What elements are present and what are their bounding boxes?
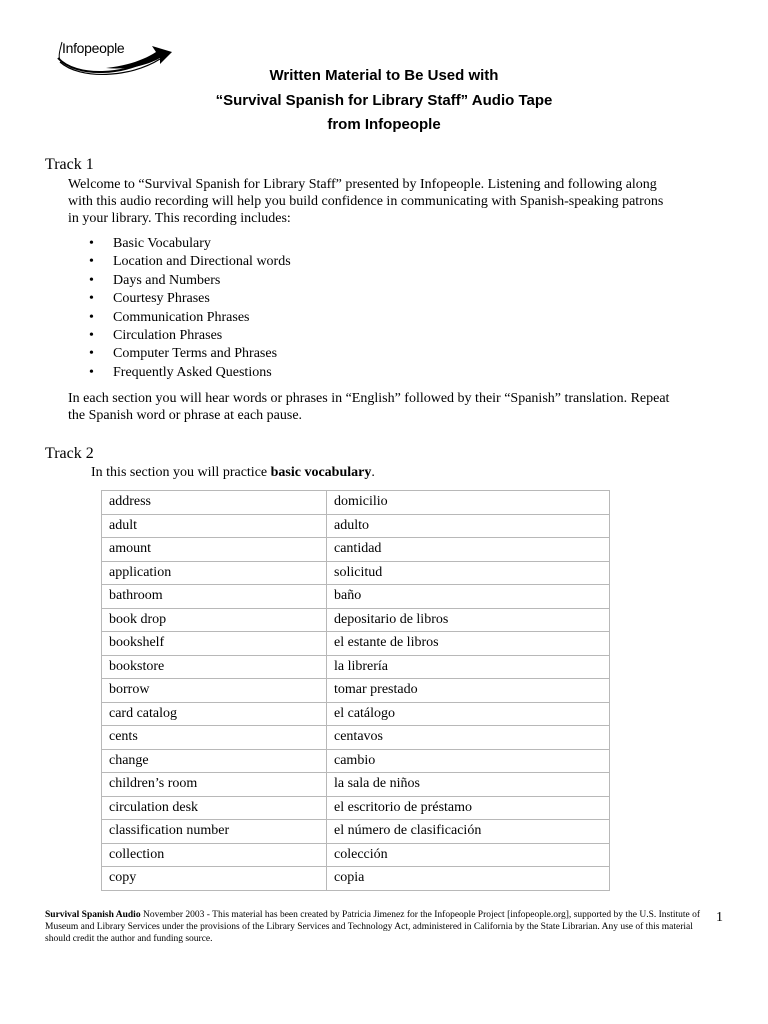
list-item bbox=[89, 235, 291, 253]
spanish-term: copia bbox=[327, 867, 610, 891]
table-row bbox=[102, 632, 610, 656]
list-item-label: Location and Directional words bbox=[113, 254, 291, 270]
bullet-icon: • bbox=[89, 291, 94, 307]
table-row bbox=[102, 702, 610, 726]
table-row bbox=[102, 867, 610, 891]
table-row bbox=[102, 491, 610, 515]
spanish-term: adulto bbox=[327, 514, 610, 538]
track-1-intro bbox=[68, 176, 748, 227]
spanish-term: el número de clasificación bbox=[327, 820, 610, 844]
bullet-icon: • bbox=[89, 272, 94, 288]
spanish-term: la sala de niños bbox=[327, 773, 610, 797]
spanish-term: tomar prestado bbox=[327, 679, 610, 703]
table-row bbox=[102, 538, 610, 562]
bullet-icon: • bbox=[89, 346, 94, 362]
document-title bbox=[0, 64, 768, 138]
table-row bbox=[102, 514, 610, 538]
english-term: classification number bbox=[102, 820, 327, 844]
bullet-icon: • bbox=[89, 309, 94, 325]
track-1-heading: Track 1 bbox=[45, 156, 94, 173]
footer-text: November 2003 - This material has been created by Patricia Jimenez for the Infopeople Project [infopeople.org], supported by the U.S. Institute of Museum and Library Services under the provisions of the Library Services and Technology Act, administered in California by the State Librarian. Any use of this material should credit the author and funding source. bbox=[45, 910, 701, 944]
english-term: children’s room bbox=[102, 773, 327, 797]
spanish-term: la librería bbox=[327, 655, 610, 679]
instruction-line: the Spanish word or phrase at each pause. bbox=[68, 408, 303, 423]
list-item-label: Computer Terms and Phrases bbox=[113, 346, 278, 362]
table-row bbox=[102, 749, 610, 773]
track-2-intro bbox=[91, 464, 375, 481]
intro-bold: basic vocabulary bbox=[270, 465, 372, 480]
english-term: borrow bbox=[102, 679, 327, 703]
table-row bbox=[102, 726, 610, 750]
instruction-line: In each section you will hear words or phrases in “English” followed by their “Spanish” translation. Repeat bbox=[68, 391, 670, 406]
spanish-term: el catálogo bbox=[327, 702, 610, 726]
table-row bbox=[102, 773, 610, 797]
spanish-term: cambio bbox=[327, 749, 610, 773]
list-item bbox=[89, 290, 291, 308]
list-item bbox=[89, 272, 291, 290]
logo-text: Infopeople bbox=[62, 40, 125, 56]
list-item-label: Days and Numbers bbox=[113, 272, 221, 288]
vocabulary-table bbox=[101, 490, 610, 891]
intro-line: in your library. This recording includes: bbox=[68, 211, 291, 226]
list-item-label: Circulation Phrases bbox=[113, 327, 223, 343]
intro-suffix: . bbox=[371, 465, 375, 480]
list-item bbox=[89, 364, 291, 382]
english-term: adult bbox=[102, 514, 327, 538]
english-term: collection bbox=[102, 843, 327, 867]
spanish-term: centavos bbox=[327, 726, 610, 750]
spanish-term: colección bbox=[327, 843, 610, 867]
intro-prefix: In this section you will practice bbox=[91, 465, 271, 480]
page-footer bbox=[45, 909, 705, 945]
english-term: circulation desk bbox=[102, 796, 327, 820]
bullet-icon: • bbox=[89, 254, 94, 270]
english-term: book drop bbox=[102, 608, 327, 632]
title-line-3: from Infopeople bbox=[327, 116, 441, 133]
footer-title: Survival Spanish Audio bbox=[45, 910, 141, 920]
table-row bbox=[102, 608, 610, 632]
english-term: copy bbox=[102, 867, 327, 891]
table-row bbox=[102, 820, 610, 844]
spanish-term: depositario de libros bbox=[327, 608, 610, 632]
page-number: 1 bbox=[716, 910, 723, 925]
table-row bbox=[102, 679, 610, 703]
list-item bbox=[89, 345, 291, 363]
spanish-term: solicitud bbox=[327, 561, 610, 585]
english-term: bookstore bbox=[102, 655, 327, 679]
english-term: cents bbox=[102, 726, 327, 750]
english-term: application bbox=[102, 561, 327, 585]
spanish-term: cantidad bbox=[327, 538, 610, 562]
recording-contents-list bbox=[89, 235, 291, 382]
list-item bbox=[89, 253, 291, 271]
english-term: amount bbox=[102, 538, 327, 562]
title-line-1: Written Material to Be Used with bbox=[269, 67, 499, 84]
intro-line: with this audio recording will help you build confidence in communicating with Spanish-speaking patrons bbox=[68, 194, 664, 209]
list-item bbox=[89, 309, 291, 327]
spanish-term: el estante de libros bbox=[327, 632, 610, 656]
intro-line: Welcome to “Survival Spanish for Library Staff” presented by Infopeople. Listening and following along bbox=[68, 177, 657, 192]
english-term: address bbox=[102, 491, 327, 515]
english-term: change bbox=[102, 749, 327, 773]
list-item-label: Courtesy Phrases bbox=[113, 291, 210, 307]
english-term: bookshelf bbox=[102, 632, 327, 656]
list-item-label: Basic Vocabulary bbox=[113, 236, 211, 251]
table-row bbox=[102, 585, 610, 609]
title-line-2: “Survival Spanish for Library Staff” Audio Tape bbox=[215, 91, 553, 109]
spanish-term: domicilio bbox=[327, 491, 610, 515]
list-item-label: Frequently Asked Questions bbox=[113, 364, 272, 380]
english-term: bathroom bbox=[102, 585, 327, 609]
spanish-term: baño bbox=[327, 585, 610, 609]
list-item-label: Communication Phrases bbox=[113, 309, 250, 325]
table-row bbox=[102, 561, 610, 585]
bullet-icon: • bbox=[89, 327, 94, 343]
list-item bbox=[89, 327, 291, 345]
table-row bbox=[102, 843, 610, 867]
track-1-instructions bbox=[68, 390, 748, 424]
table-row bbox=[102, 796, 610, 820]
english-term: card catalog bbox=[102, 702, 327, 726]
bullet-icon: • bbox=[89, 236, 94, 251]
spanish-term: el escritorio de préstamo bbox=[327, 796, 610, 820]
bullet-icon: • bbox=[89, 364, 94, 380]
table-row bbox=[102, 655, 610, 679]
track-2-heading: Track 2 bbox=[45, 445, 94, 462]
